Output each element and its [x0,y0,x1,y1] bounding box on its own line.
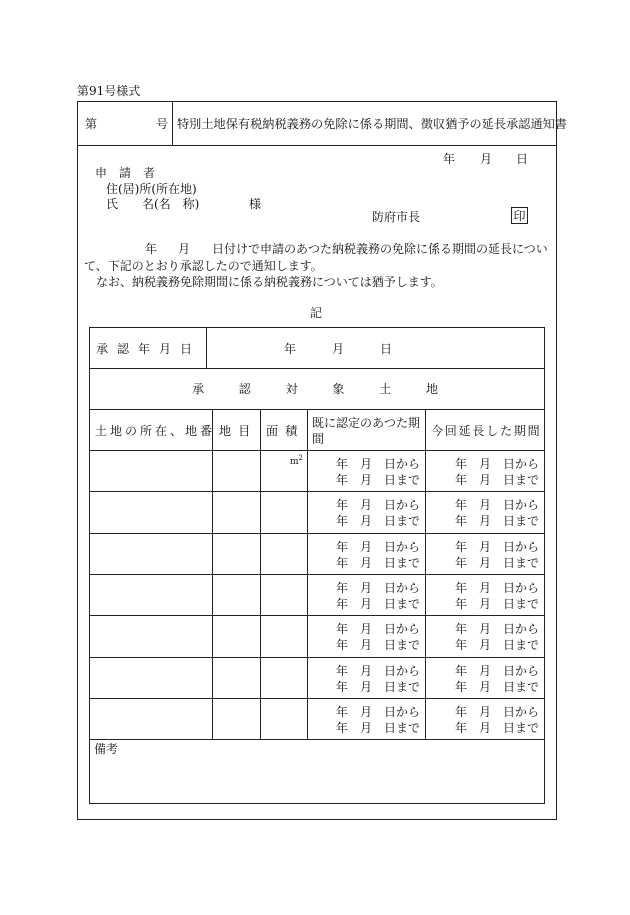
prior-period-to: 年 月 日まで [336,597,421,611]
number-prefix: 第 [85,117,98,131]
approval-day: 日 [380,342,393,356]
honorific: 様 [249,197,262,211]
header-row-bottom [89,450,545,451]
row-divider [89,698,545,699]
extended-period-to: 年 月 日まで [455,597,540,611]
title-row-bottom [89,409,545,410]
prior-period-from: 年 月 日から [336,498,421,512]
extended-period-from: 年 月 日から [455,457,540,471]
applicant-label: 申 請 者 [95,166,156,180]
col-header-land-type: 地目 [219,424,258,438]
extended-period-from: 年 月 日から [455,581,540,595]
extended-period-from: 年 月 日から [455,540,540,554]
date-month: 月 [480,152,493,166]
prior-period-to: 年 月 日まで [336,721,421,735]
prior-period-to: 年 月 日まで [336,638,421,652]
prior-period-to: 年 月 日まで [336,473,421,487]
seal-stamp: 印 [511,207,528,224]
name-label: 氏 名(名 称) [106,197,200,211]
prior-period-from: 年 月 日から [336,705,421,719]
number-suffix: 号 [156,117,169,131]
approval-date-label: 承認年月日 [96,342,202,356]
approval-month: 月 [332,342,345,356]
address-label: 住(居)所(所在地) [106,182,197,196]
ki-mark: 記 [310,306,323,320]
prior-period-from: 年 月 日から [336,664,421,678]
extended-period-to: 年 月 日まで [455,556,540,570]
col-header-location: 土地の所在、地番 [95,424,216,438]
body-line2: て、下記のとおり承認したので通知します。 [84,259,323,273]
extended-period-to: 年 月 日まで [455,680,540,694]
area-unit-exponent: 2 [298,454,304,462]
prior-period-to: 年 月 日まで [336,680,421,694]
issuer-name: 防府市長 [372,210,421,224]
prior-period-from: 年 月 日から [336,581,421,595]
extended-period-from: 年 月 日から [455,664,540,678]
area-unit [290,455,303,467]
extended-period-to: 年 月 日まで [455,638,540,652]
body-line1: 日付けで申請のあつた納税義務の免除に係る期間の延長につい [212,242,548,256]
date-day: 日 [516,152,529,166]
target-land-title: 承認対象土地 [192,382,473,396]
row-divider [89,533,545,534]
remarks-divider [89,739,545,740]
prior-period-from: 年 月 日から [336,540,421,554]
row-divider [89,491,545,492]
form-number: 第91号様式 [77,84,141,98]
prior-period-to: 年 月 日まで [336,514,421,528]
prior-period-from: 年 月 日から [336,622,421,636]
prior-period-from: 年 月 日から [336,457,421,471]
date-year: 年 [443,152,456,166]
approval-year: 年 [284,342,297,356]
col-header-extended-period: 今回延長した期間 [431,424,542,438]
extended-period-from: 年 月 日から [455,498,540,512]
row-divider [89,615,545,616]
remarks-label: 備考 [94,742,119,756]
extended-period-from: 年 月 日から [455,622,540,636]
area-unit-base: m [290,457,299,467]
header-divider [77,145,557,146]
body-line3: なお、納税義務免除期間に係る納税義務については猶予します。 [96,275,443,289]
approval-row-bottom [89,368,545,369]
extended-period-to: 年 月 日まで [455,514,540,528]
col-header-prior-period: 既に認定のあつた期間 [312,416,421,446]
extended-period-to: 年 月 日まで [455,473,540,487]
col-header-area: 面積 [266,424,305,438]
body-year: 年 [145,242,158,256]
row-divider [89,657,545,658]
row-divider [89,574,545,575]
header-vertical-divider [172,101,173,145]
prior-period-to: 年 月 日まで [336,556,421,570]
document-title: 特別土地保有税納税義務の免除に係る期間、徴収猶予の延長承認通知書 [177,117,567,131]
body-month: 月 [178,242,191,256]
approval-divider [206,327,207,368]
extended-period-to: 年 月 日まで [455,721,540,735]
extended-period-from: 年 月 日から [455,705,540,719]
